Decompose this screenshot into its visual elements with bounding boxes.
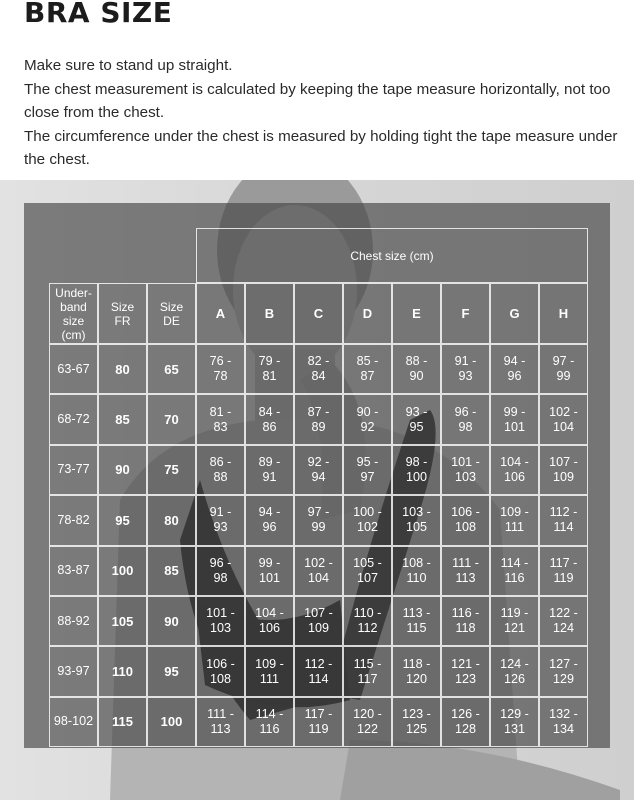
chest-size-cell: 111 - 113: [196, 697, 245, 747]
size-de-cell: 70: [147, 394, 196, 444]
chest-size-cell: 112 - 114: [294, 646, 343, 696]
page-title: BRA SIZE: [24, 0, 173, 29]
chest-size-cell: 107 - 109: [539, 445, 588, 495]
instruction-line: Make sure to stand up straight.: [24, 57, 233, 74]
chest-size-cell: 96 - 98: [441, 394, 490, 444]
chest-size-cell: 116 - 118: [441, 596, 490, 646]
chest-size-cell: 81 - 83: [196, 394, 245, 444]
chest-size-cell: 79 - 81: [245, 344, 294, 394]
underband-size-cell: 93-97: [49, 646, 98, 696]
chest-size-cell: 124 - 126: [490, 646, 539, 696]
chest-size-cell: 88 - 90: [392, 344, 441, 394]
chest-size-cell: 118 - 120: [392, 646, 441, 696]
cup-letter-d: D: [343, 283, 392, 344]
chest-size-cell: 107 - 109: [294, 596, 343, 646]
chest-size-header: Chest size (cm): [196, 228, 588, 283]
size-fr-header: Size FR: [98, 283, 147, 344]
size-de-cell: 65: [147, 344, 196, 394]
chest-size-cell: 89 - 91: [245, 445, 294, 495]
underband-size-cell: 73-77: [49, 445, 98, 495]
underband-size-header: Under- band size (cm): [49, 283, 98, 344]
chest-size-cell: 99 - 101: [490, 394, 539, 444]
chest-size-cell: 106 - 108: [196, 646, 245, 696]
chest-size-cell: 120 - 122: [343, 697, 392, 747]
size-de-cell: 85: [147, 546, 196, 596]
chest-size-cell: 104 - 106: [490, 445, 539, 495]
size-de-cell: 95: [147, 646, 196, 696]
size-de-cell: 75: [147, 445, 196, 495]
chest-size-cell: 82 - 84: [294, 344, 343, 394]
instruction-line: The circumference under the chest is measured by holding tight the tape measure under the chest.: [24, 127, 618, 168]
size-fr-cell: 90: [98, 445, 147, 495]
chest-size-cell: 114 - 116: [490, 546, 539, 596]
chest-size-cell: 102 - 104: [539, 394, 588, 444]
chest-size-cell: 100 - 102: [343, 495, 392, 545]
underband-size-cell: 68-72: [49, 394, 98, 444]
underband-size-cell: 63-67: [49, 344, 98, 394]
chest-size-cell: 105 - 107: [343, 546, 392, 596]
chest-size-cell: 102 - 104: [294, 546, 343, 596]
underband-size-cell: 83-87: [49, 546, 98, 596]
chest-size-cell: 112 - 114: [539, 495, 588, 545]
chest-size-cell: 123 - 125: [392, 697, 441, 747]
chest-size-cell: 94 - 96: [490, 344, 539, 394]
chest-size-cell: 99 - 101: [245, 546, 294, 596]
chest-size-cell: 114 - 116: [245, 697, 294, 747]
chest-size-cell: 85 - 87: [343, 344, 392, 394]
size-fr-cell: 110: [98, 646, 147, 696]
size-chart-panel: [24, 203, 610, 748]
size-fr-cell: 100: [98, 546, 147, 596]
chest-size-cell: 98 - 100: [392, 445, 441, 495]
instructions: [24, 54, 624, 172]
chest-size-cell: 91 - 93: [441, 344, 490, 394]
size-de-cell: 100: [147, 697, 196, 747]
size-fr-cell: 105: [98, 596, 147, 646]
chest-size-cell: 110 - 112: [343, 596, 392, 646]
chest-size-cell: 76 - 78: [196, 344, 245, 394]
chest-size-cell: 115 - 117: [343, 646, 392, 696]
chest-size-cell: 104 - 106: [245, 596, 294, 646]
cup-letter-h: H: [539, 283, 588, 344]
cup-letter-b: B: [245, 283, 294, 344]
chest-size-cell: 111 - 113: [441, 546, 490, 596]
chest-size-cell: 97 - 99: [539, 344, 588, 394]
chest-size-cell: 117 - 119: [294, 697, 343, 747]
chest-size-cell: 127 - 129: [539, 646, 588, 696]
chest-size-cell: 97 - 99: [294, 495, 343, 545]
chest-size-cell: 94 - 96: [245, 495, 294, 545]
cup-letter-e: E: [392, 283, 441, 344]
size-fr-cell: 95: [98, 495, 147, 545]
chest-size-cell: 91 - 93: [196, 495, 245, 545]
chest-size-cell: 96 - 98: [196, 546, 245, 596]
chest-size-cell: 119 - 121: [490, 596, 539, 646]
chest-size-cell: 109 - 111: [490, 495, 539, 545]
underband-size-cell: 98-102: [49, 697, 98, 747]
size-de-header: Size DE: [147, 283, 196, 344]
chest-size-cell: 101 - 103: [441, 445, 490, 495]
chest-size-cell: 92 - 94: [294, 445, 343, 495]
chest-size-cell: 122 - 124: [539, 596, 588, 646]
chest-size-cell: 101 - 103: [196, 596, 245, 646]
size-fr-cell: 85: [98, 394, 147, 444]
chest-size-cell: 113 - 115: [392, 596, 441, 646]
chest-size-cell: 121 - 123: [441, 646, 490, 696]
size-fr-cell: 80: [98, 344, 147, 394]
cup-letter-f: F: [441, 283, 490, 344]
size-de-cell: 80: [147, 495, 196, 545]
chest-size-cell: 106 - 108: [441, 495, 490, 545]
cup-letter-c: C: [294, 283, 343, 344]
chest-size-cell: 132 - 134: [539, 697, 588, 747]
chest-size-cell: 108 - 110: [392, 546, 441, 596]
chest-size-cell: 84 - 86: [245, 394, 294, 444]
chest-size-cell: 126 - 128: [441, 697, 490, 747]
chest-size-cell: 109 - 111: [245, 646, 294, 696]
chest-size-cell: 129 - 131: [490, 697, 539, 747]
chest-size-cell: 93 - 95: [392, 394, 441, 444]
underband-size-cell: 78-82: [49, 495, 98, 545]
size-de-cell: 90: [147, 596, 196, 646]
chest-size-cell: 103 - 105: [392, 495, 441, 545]
instruction-line: The chest measurement is calculated by keeping the tape measure horizontally, not too close from the chest.: [24, 80, 611, 121]
underband-size-cell: 88-92: [49, 596, 98, 646]
chest-size-cell: 86 - 88: [196, 445, 245, 495]
chest-size-cell: 90 - 92: [343, 394, 392, 444]
size-fr-cell: 115: [98, 697, 147, 747]
cup-letter-g: G: [490, 283, 539, 344]
cup-letter-a: A: [196, 283, 245, 344]
chest-size-cell: 95 - 97: [343, 445, 392, 495]
chest-size-cell: 87 - 89: [294, 394, 343, 444]
chest-size-cell: 117 - 119: [539, 546, 588, 596]
